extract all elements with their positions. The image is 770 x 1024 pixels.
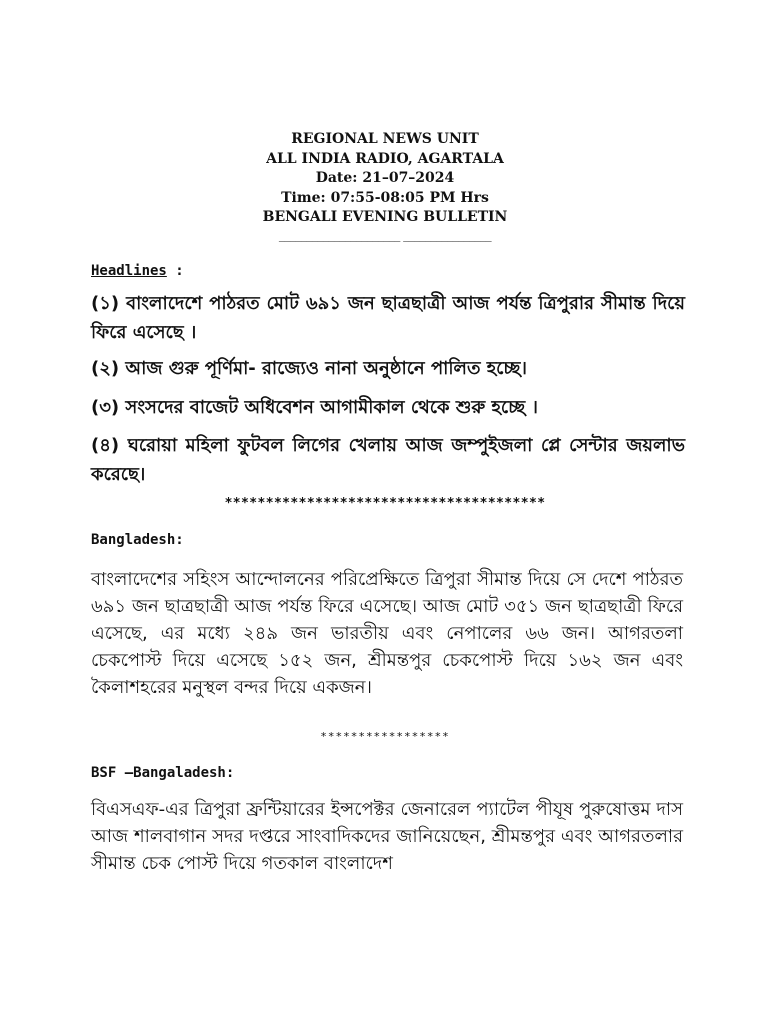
headline-item: (৩) সংসদের বাজেট অধিবেশন আগামীকাল থেকে শুরু হচ্ছে । [91,397,538,418]
header-station: ALL INDIA RADIO, AGARTALA [266,150,504,167]
headlines-label-colon: : [166,263,184,279]
header-unit: REGIONAL NEWS UNIT [291,131,479,147]
header-time: Time: 07:55-08:05 PM Hrs [281,189,489,206]
header-bulletin-name: BENGALI EVENING BULLETIN [262,209,508,225]
separator-stars-long: *************************************** [224,496,546,511]
section-heading-bsf: BSF –Bangaladesh: [91,765,235,781]
headlines-list [91,289,685,489]
header-underline-rule: ______________________ ________________ [278,227,492,242]
headline-item: (২) আজ গুরু পূর্ণিমা- রাজ্যেও নানা অনুষ্ঠানে পালিত হচ্ছে। [91,358,527,379]
headlines-label-text: Headlines [91,263,167,279]
section-body-bangladesh: বাংলাদেশের সহিংস আন্দোলনের পরিপ্রেক্ষিতে ত্রিপুরা সীমান্ত দিয়ে সে দেশে পাঠরত ৬৯১ জন ছাত্রছাত্রী আজ পর্যন্ত ফিরে এসেছে। আজ মোট ৩৫১ জন ছাত্রছাত্রী ফিরে এসেছে, এর মধ্যে ২৪৯ জন ভারতীয় এবং নেপালের ৬৬ জন। আগরতলা চেকপোস্ট দিয়ে এসেছে ১৫২ জন, শ্রীমন্তপুর চেকপোস্ট দিয়ে ১৬২ জন এবং কৈলাশহরের মনুস্থল বন্দর দিয়ে একজন। [91,569,683,698]
headline-item: (১) বাংলাদেশে পাঠরত মোট ৬৯১ জন ছাত্রছাত্রী আজ পর্যন্ত ত্রিপুরার সীমান্ত দিয়ে ফিরে এসেছে । [91,293,685,343]
bulletin-header [0,130,770,242]
headlines-label [91,262,184,280]
section-body-bsf: বিএসএফ-এর ত্রিপুরা ফ্রন্টিয়ারের ইন্সপেক্টর জেনারেল প্যাটেল পীযূষ পুরুষোত্তম দাস আজ শালবাগান সদর দপ্তরে সাংবাদিকদের জানিয়েছেন, শ্রীমন্তপুর এবং আগরতলার সীমান্ত চেক পোস্ট দিয়ে গতকাল বাংলাদেশ [91,799,683,874]
separator-stars-short: ***************** [320,730,450,743]
section-heading-bangladesh: Bangladesh: [91,532,184,548]
headline-item: (৪) ঘরোয়া মহিলা ফুটবল লিগের খেলায় আজ জম্পুইজলা প্লে সেন্টার জয়লাভ করেছে। [91,435,685,485]
header-date: Date: 21–07–2024 [315,170,455,186]
